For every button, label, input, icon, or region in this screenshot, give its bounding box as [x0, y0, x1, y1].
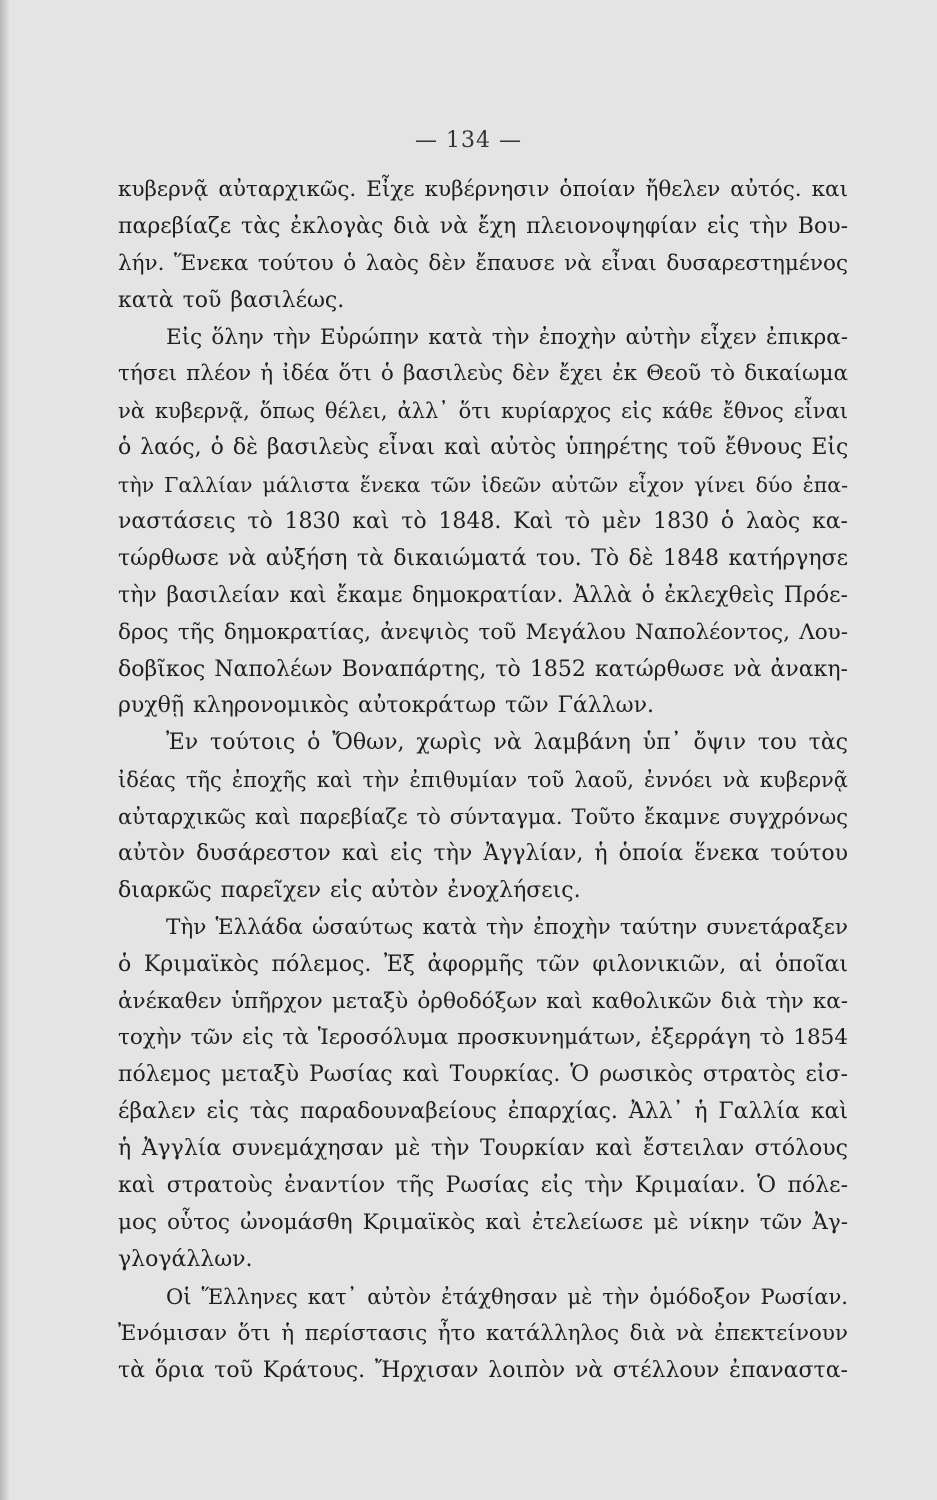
- text-line: γλογάλλων.: [118, 1246, 253, 1272]
- text-line: τὴν βασιλείαν καὶ ἔκαμε δημοκρατίαν. Ἀλλὰ ὁ ἐκλεχθεὶς Πρόε-: [118, 582, 848, 608]
- text-line: ἀνέκαθεν ὑπῆρχον μεταξὺ ὀρθοδόξων καὶ καθολικῶν διὰ τὴν κα-: [118, 988, 848, 1014]
- text-line: Ἐν τούτοις ὁ Ὄθων, χωρὶς νὰ λαμβάνη ὑπ᾽ ὄψιν του τὰς: [166, 730, 848, 756]
- text-line: ὁ λαός, ὁ δὲ βασιλεὺς εἶναι καὶ αὐτὸς ὑπηρέτης τοῦ ἔθνους Εἰς: [118, 435, 849, 461]
- text-line: έβαλεν εἰς τὰς παραδουναβείους ἐπαρχίας. Ἀλλ᾽ ἡ Γαλλία καὶ: [118, 1099, 848, 1125]
- page-number: — 134 —: [415, 128, 522, 153]
- text-line: καὶ στρατοὺς ἐναντίον τῆς Ρωσίας εἰς τὴν Κριμαίαν. Ὁ πόλε-: [118, 1173, 848, 1199]
- text-line: ἡ Ἀγγλία συνεμάχησαν μὲ τὴν Τουρκίαν καὶ ἔστειλαν στόλους: [118, 1136, 848, 1162]
- text-line: τὰ ὅρια τοῦ Κράτους. Ἤρχισαν λοιπὸν νὰ στέλλουν ἐπαναστα-: [118, 1357, 848, 1383]
- text-line: ρυχθῇ κληρονομικὸς αὐτοκράτωρ τῶν Γάλλων.: [118, 693, 654, 719]
- text-line: πόλεμος μεταξὺ Ρωσίας καὶ Τουρκίας. Ὁ ρωσικὸς στρατὸς εἰσ-: [118, 1062, 848, 1088]
- text-line: αὐταρχικῶς καὶ παρεβίαζε τὸ σύνταγμα. Τοῦτο ἔκαμνε συγχρόνως: [118, 805, 848, 830]
- text-line: Εἰς ὅλην τὴν Εὐρώπην κατὰ τὴν ἐποχὴν αὐτὴν εἶχεν ἐπικρα-: [166, 324, 848, 350]
- text-line: αὐτὸν δυσάρεστον καὶ εἰς τὴν Ἀγγλίαν, ἡ ὁποία ἕνεκα τούτου: [118, 841, 848, 867]
- text-line: κατὰ τοῦ βασιλέως.: [118, 287, 345, 313]
- text-line: ναστάσεις τὸ 1830 καὶ τὸ 1848. Καὶ τὸ μὲν 1830 ὁ λαὸς κα-: [118, 509, 848, 535]
- text-line: διαρκῶς παρεῖχεν εἰς αὐτὸν ἐνοχλήσεις.: [118, 877, 581, 903]
- text-line: κυβερνᾷ αὐταρχικῶς. Εἶχε κυβέρνησιν ὁποίαν ἤθελεν αὐτός. και: [118, 177, 848, 202]
- text-line: λήν. Ἕνεκα τούτου ὁ λαὸς δὲν ἔπαυσε νὰ εἶναι δυσαρεστημένος: [118, 250, 848, 276]
- text-line: Οἱ Ἕλληνες κατ᾽ αὐτὸν ἐτάχθησαν μὲ τὴν ὁμόδοξον Ρωσίαν.: [166, 1284, 848, 1309]
- text-line: μος οὗτος ὠνομάσθη Κριμαϊκὸς καὶ ἐτελείωσε μὲ νίκην τῶν Ἀγ-: [118, 1209, 848, 1235]
- text-line: ὁ Κριμαϊκὸς πόλεμος. Ἐξ ἀφορμῆς τῶν φιλονικιῶν, αἱ ὁποῖαι: [118, 951, 848, 977]
- text-line: τὴν Γαλλίαν μάλιστα ἕνεκα τῶν ἰδεῶν αὐτῶν εἶχον γίνει δύο ἐπα-: [118, 473, 848, 498]
- text-line: Ἐνόμισαν ὅτι ἡ περίστασις ἦτο κατάλληλος διὰ νὰ ἐπεκτείνουν: [118, 1320, 848, 1346]
- text-line: Τὴν Ἑλλάδα ὡσαύτως κατὰ τὴν ἐποχὴν ταύτην συνετάραξεν: [166, 914, 848, 940]
- text-line: παρεβίαζε τὰς ἐκλογὰς διὰ νὰ ἔχη πλειονοψηφίαν εἰς τὴν Βου-: [118, 213, 848, 239]
- text-line: δρος τῆς δημοκρατίας, ἀνεψιὸς τοῦ Μεγάλου Ναπολέοντος, Λου-: [118, 619, 848, 645]
- text-line: νὰ κυβερνᾷ, ὅπως θέλει, ἀλλ᾽ ὅτι κυρίαρχος εἰς κάθε ἔθνος εἶναι: [118, 399, 848, 424]
- text-line: τήσει πλέον ἡ ἰδέα ὅτι ὁ βασιλεὺς δὲν ἔχει ἐκ Θεοῦ τὸ δικαίωμα: [118, 361, 848, 387]
- text-line: τοχὴν τῶν εἰς τὰ Ἱεροσόλυμα προσκυνημάτων, ἐξερράγη τὸ 1854: [118, 1025, 848, 1051]
- text-line: δοβῖκος Ναπολέων Βοναπάρτης, τὸ 1852 κατώρθωσε νὰ ἀνακη-: [118, 656, 848, 682]
- body-text: [118, 172, 848, 1389]
- text-line: τώρθωσε νὰ αὐξήση τὰ δικαιώματά του. Τὸ δὲ 1848 κατήργησε: [118, 545, 848, 571]
- text-line: ἰδέας τῆς ἐποχῆς καὶ τὴν ἐπιθυμίαν τοῦ λαοῦ, ἐννόει νὰ κυβερνᾷ: [118, 768, 848, 793]
